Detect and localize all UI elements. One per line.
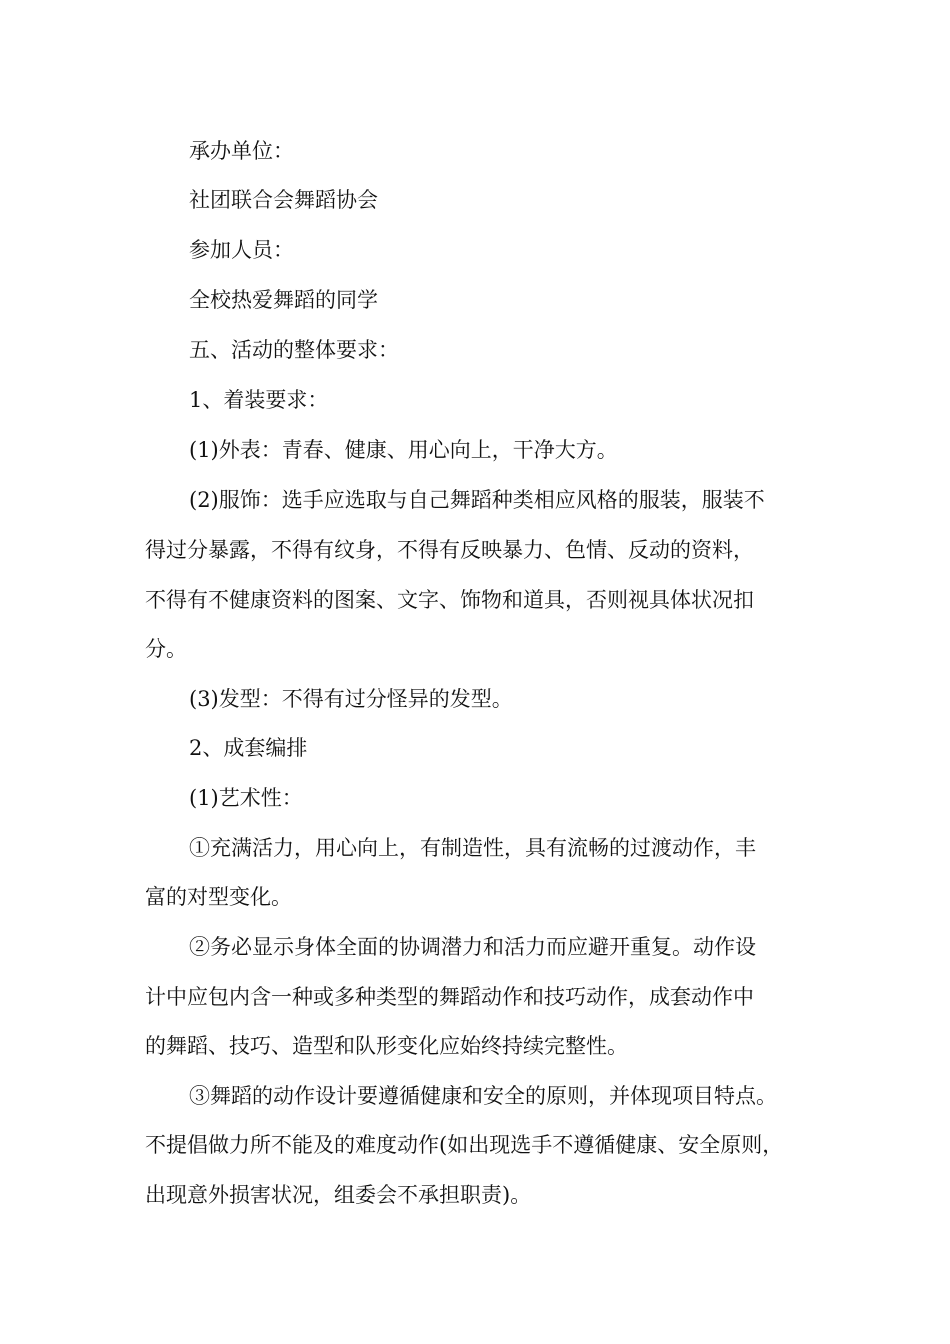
- text-line: 计中应包内含一种或多种类型的舞蹈动作和技巧动作，成套动作中: [145, 985, 754, 1009]
- subsection-heading: 2、成套编排: [189, 736, 308, 760]
- text-line: (3)发型：不得有过分怪异的发型。: [189, 687, 513, 711]
- text-line: 参加人员：: [189, 238, 294, 262]
- text-line: 出现意外损害状况，组委会不承担职责)。: [145, 1183, 532, 1207]
- text-line: 得过分暴露，不得有纹身，不得有反映暴力、色情、反动的资料，: [145, 538, 754, 562]
- text-line: 社团联合会舞蹈协会: [189, 188, 378, 212]
- subsection-heading: 1、着装要求：: [189, 388, 329, 412]
- text-line: 的舞蹈、技巧、造型和队形变化应始终持续完整性。: [145, 1034, 628, 1058]
- text-line: 富的对型变化。: [145, 885, 292, 909]
- text-line: (2)服饰：选手应选取与自己舞蹈种类相应风格的服装，服装不: [189, 488, 765, 512]
- text-line: ①充满活力，用心向上，有制造性，具有流畅的过渡动作，丰: [189, 836, 756, 860]
- text-line: 不提倡做力所不能及的难度动作(如出现选手不遵循健康、安全原则，: [145, 1133, 784, 1157]
- section-heading: 五、活动的整体要求：: [189, 338, 399, 362]
- text-line: 不得有不健康资料的图案、文字、饰物和道具，否则视具体状况扣: [145, 588, 754, 612]
- text-line: 全校热爱舞蹈的同学: [189, 288, 378, 312]
- text-line: (1)外表：青春、健康、用心向上，干净大方。: [189, 438, 618, 462]
- text-line: ②务必显示身体全面的协调潜力和活力而应避开重复。动作设: [189, 935, 756, 959]
- text-line: 分。: [145, 637, 187, 661]
- text-line: (1)艺术性：: [189, 786, 303, 810]
- text-line: 承办单位：: [189, 139, 294, 163]
- text-line: ③舞蹈的动作设计要遵循健康和安全的原则，并体现项目特点。: [189, 1084, 777, 1108]
